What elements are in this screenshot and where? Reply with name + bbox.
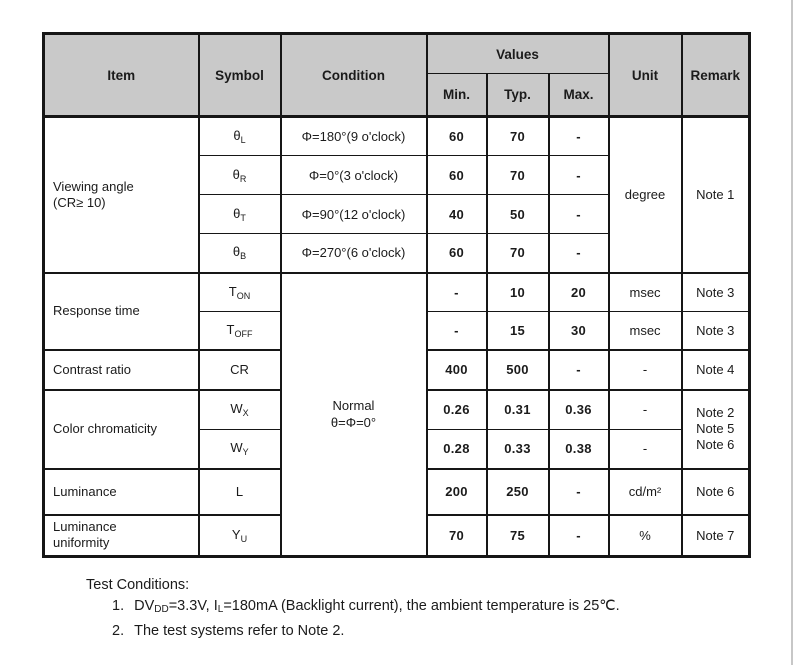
symbol-subscript: Y (242, 447, 249, 458)
value-typ: 70 (487, 156, 549, 195)
remark-line: Note 2 (696, 405, 735, 420)
test-condition-1 (112, 596, 620, 620)
optical-spec-table (42, 32, 751, 558)
value-min: 60 (427, 156, 487, 195)
list-number: 1. (112, 598, 125, 614)
symbol-theta-b (199, 234, 281, 273)
value-typ: 0.31 (487, 390, 549, 430)
value-max: - (549, 350, 609, 390)
remark-viewing-angle: Note 1 (682, 117, 750, 273)
col-header-remark: Remark (682, 34, 750, 117)
value-typ: 500 (487, 350, 549, 390)
symbol-base: T (226, 321, 235, 337)
value-max: 0.36 (549, 390, 609, 430)
symbol-cr: CR (199, 350, 281, 390)
remark-luminance-uniformity: Note 7 (682, 515, 750, 557)
value-typ: 10 (487, 273, 549, 312)
remark-t-off: Note 3 (682, 312, 750, 350)
value-max: - (549, 515, 609, 557)
condition-normal-line1: Normal (332, 398, 375, 414)
symbol-theta-t (199, 195, 281, 234)
unit-wx: - (609, 390, 682, 430)
item-luminance-uniformity (44, 515, 199, 557)
value-max: - (549, 117, 609, 156)
cond2-text: The test systems refer to Note 2. (134, 623, 345, 639)
col-header-typ: Typ. (487, 74, 549, 117)
value-typ: 75 (487, 515, 549, 557)
value-min: 40 (427, 195, 487, 234)
test-condition-2 (112, 621, 620, 641)
col-header-condition: Condition (281, 34, 427, 117)
value-max: 20 (549, 273, 609, 312)
value-min: 70 (427, 515, 487, 557)
item-color-chromaticity: Color chromaticity (44, 390, 199, 469)
item-response-time: Response time (44, 273, 199, 350)
col-header-item: Item (44, 34, 199, 117)
symbol-base: θ (232, 244, 241, 260)
symbol-base: W (230, 401, 243, 417)
col-header-values: Values (427, 34, 609, 74)
item-viewing-angle-line1: Viewing angle (53, 178, 134, 194)
symbol-subscript: X (242, 408, 249, 419)
value-min: 400 (427, 350, 487, 390)
header-row-1 (44, 34, 750, 74)
symbol-subscript: ON (236, 290, 251, 301)
test-conditions-title: Test Conditions: (86, 577, 190, 593)
col-header-unit: Unit (609, 34, 682, 117)
remark-notes-block (696, 405, 734, 453)
test-conditions (86, 575, 620, 641)
cond1-subscript: DD (154, 604, 169, 615)
value-typ: 70 (487, 117, 549, 156)
remark-color-chromaticity (682, 390, 750, 469)
value-typ: 0.33 (487, 430, 549, 469)
col-header-min: Min. (427, 74, 487, 117)
remark-t-on: Note 3 (682, 273, 750, 312)
symbol-base: θ (233, 205, 241, 221)
value-max: 30 (549, 312, 609, 350)
row-t-on (44, 273, 750, 312)
symbol-subscript: OFF (234, 328, 253, 339)
value-max: - (549, 195, 609, 234)
value-typ: 15 (487, 312, 549, 350)
remark-contrast-ratio: Note 4 (682, 350, 750, 390)
symbol-subscript: B (240, 251, 247, 262)
symbol-base: θ (233, 128, 241, 143)
value-min: 60 (427, 234, 487, 273)
symbol-wy (199, 430, 281, 469)
condition-normal-line2: θ=Φ=0° (330, 415, 377, 431)
unit-luminance-uniformity: % (609, 515, 682, 557)
unit-contrast-ratio: - (609, 350, 682, 390)
item-viewing-angle-line2: (CR≥ 10) (53, 194, 106, 210)
condition-normal (281, 273, 427, 557)
cond1-subscript: L (217, 604, 224, 615)
item-line2: uniformity (53, 535, 110, 551)
condition-theta-l: Φ=180°(9 o'clock) (281, 117, 427, 156)
symbol-wx (199, 390, 281, 430)
symbol-t-off (199, 312, 281, 350)
value-typ: 70 (487, 234, 549, 273)
symbol-theta-r (199, 156, 281, 195)
list-number: 2. (112, 623, 125, 639)
unit-wy: - (609, 430, 682, 469)
symbol-subscript: R (239, 173, 247, 184)
symbol-theta-l (199, 117, 281, 156)
value-min: 200 (427, 469, 487, 515)
value-min: - (427, 273, 487, 312)
value-max: 0.38 (549, 430, 609, 469)
symbol-base: θ (232, 166, 240, 182)
value-min: 0.26 (427, 390, 487, 430)
row-theta-l (44, 117, 750, 156)
value-max: - (549, 156, 609, 195)
item-line1: Luminance (53, 519, 117, 535)
item-viewing-angle (44, 117, 199, 273)
value-typ: 250 (487, 469, 549, 515)
value-min: - (427, 312, 487, 350)
remark-line: Note 6 (696, 437, 735, 452)
symbol-t-on (199, 273, 281, 312)
col-header-max: Max. (549, 74, 609, 117)
value-min: 0.28 (427, 430, 487, 469)
symbol-subscript: U (240, 533, 248, 544)
col-header-symbol: Symbol (199, 34, 281, 117)
cond1-part: =180mA (Backlight current), the ambient temperature is 25℃. (223, 598, 620, 614)
value-typ: 50 (487, 195, 549, 234)
symbol-base: W (230, 440, 243, 456)
unit-viewing-angle: degree (609, 117, 682, 273)
item-contrast-ratio: Contrast ratio (44, 350, 199, 390)
page-edge-line (791, 0, 793, 665)
remark-line: Note 5 (696, 421, 735, 436)
cond1-part: DV (134, 598, 155, 614)
unit-t-off: msec (609, 312, 682, 350)
condition-theta-t: Φ=90°(12 o'clock) (281, 195, 427, 234)
value-min: 60 (427, 117, 487, 156)
symbol-subscript: T (240, 212, 246, 223)
value-max: - (549, 469, 609, 515)
unit-luminance: cd/m² (609, 469, 682, 515)
symbol-base: T (228, 283, 237, 299)
item-luminance: Luminance (44, 469, 199, 515)
condition-theta-b: Φ=270°(6 o'clock) (281, 234, 427, 273)
value-max: - (549, 234, 609, 273)
unit-t-on: msec (609, 273, 682, 312)
symbol-base: Y (231, 526, 241, 542)
remark-luminance: Note 6 (682, 469, 750, 515)
symbol-l: L (199, 469, 281, 515)
condition-theta-r: Φ=0°(3 o'clock) (281, 156, 427, 195)
symbol-subscript: L (240, 135, 246, 145)
cond1-part: =3.3V, I (168, 598, 218, 614)
symbol-yu (199, 515, 281, 557)
